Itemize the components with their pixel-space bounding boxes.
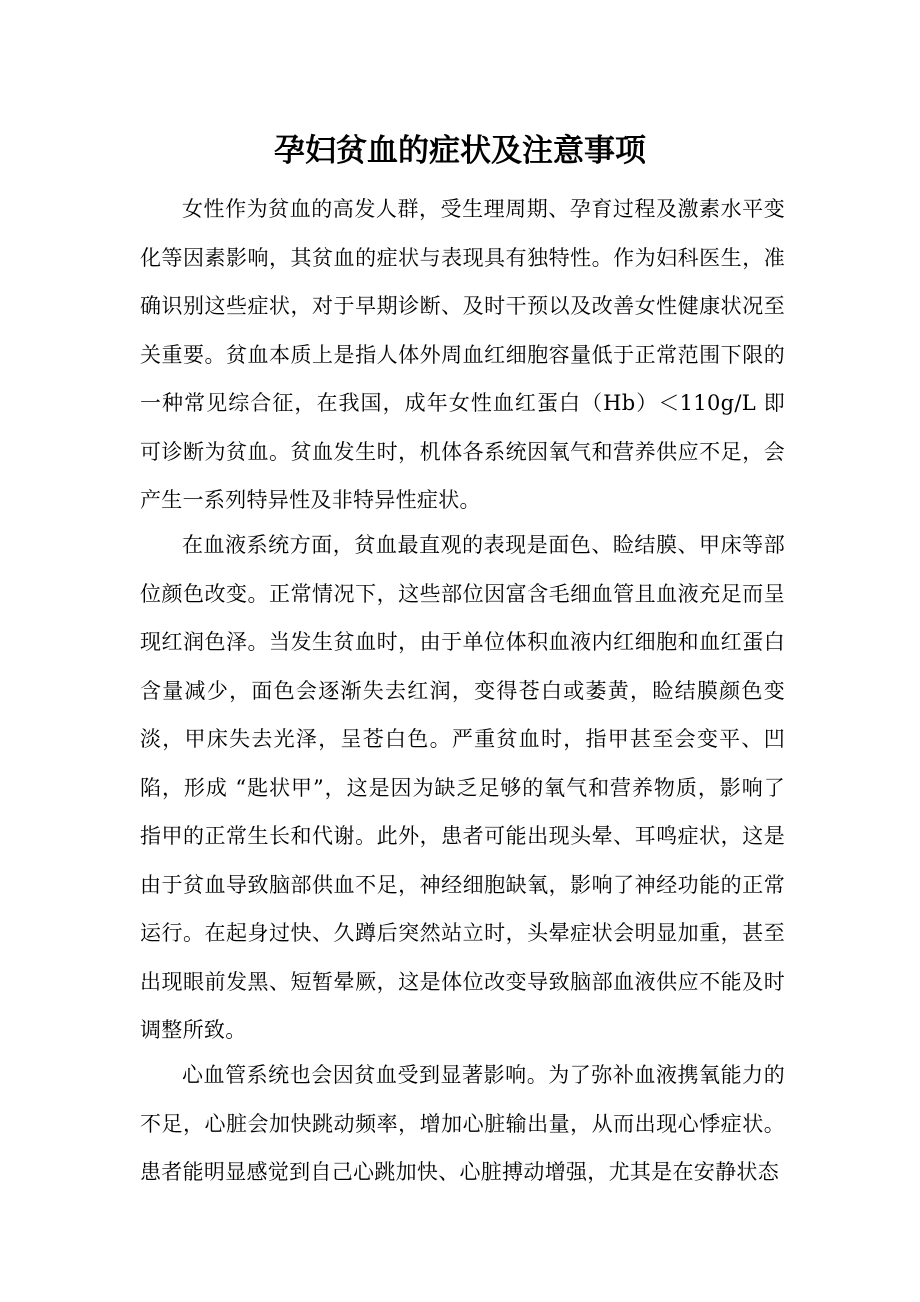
paragraph-2: 在血液系统方面，贫血最直观的表现是面色、睑结膜、甲床等部位颜色改变。正常情况下，这些部位因富含毛细血管且血液充足而呈现红润色泽。当发生贫血时，由于单位体积血液内红细胞和血红蛋白含量减少，面色会逐渐失去红润，变得苍白或萎黄，睑结膜颜色变淡，甲床失去光泽，呈苍白色。严重贫血时，指甲甚至会变平、凹陷，形成 “匙状甲”，这是因为缺乏足够的氧气和营养物质，影响了指甲的正常生长和代谢。此外，患者可能出现头晕、耳鸣症状，这是由于贫血导致脑部供血不足，神经细胞缺氧，影响了神经功能的正常运行。在起身过快、久蹲后突然站立时，头晕症状会明显加重，甚至出现眼前发黑、短暂晕厥，这是体位改变导致脑部血液供应不能及时调整所致。 bbox=[140, 533, 785, 1042]
paragraph-3: 心血管系统也会因贫血受到显著影响。为了弥补血液携氧能力的不足，心脏会加快跳动频率，增加心脏输出量，从而出现心悸症状。患者能明显感觉到自己心跳加快、心脏搏动增强，尤其是在安静状态 bbox=[140, 1063, 785, 1184]
paragraph-1: 女性作为贫血的高发人群，受生理周期、孕育过程及激素水平变化等因素影响，其贫血的症状与表现具有独特性。作为妇科医生，准确识别这些症状，对于早期诊断、及时干预以及改善女性健康状况至关重要。贫血本质上是指人体外周血红细胞容量低于正常范围下限的一种常见综合征，在我国，成年女性血红蛋白（Hb）＜110g/L 即可诊断为贫血。贫血发生时，机体各系统因氧气和营养供应不足，会产生一系列特异性及非特异性症状。 bbox=[140, 197, 785, 512]
document-title: 孕妇贫血的症状及注意事项 bbox=[274, 133, 646, 169]
